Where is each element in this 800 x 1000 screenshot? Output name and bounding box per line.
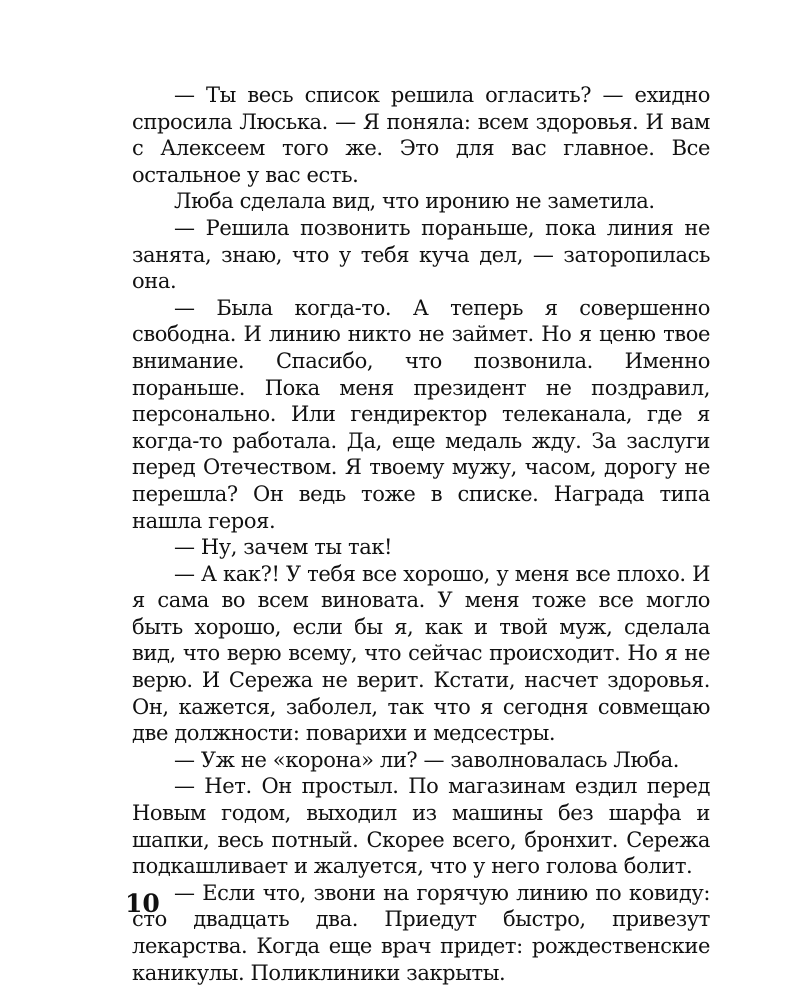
paragraph: — Уж не «корона» ли? — заволновалась Люба. <box>174 747 679 772</box>
page-body-text <box>132 82 710 986</box>
paragraph: — Ты весь список решила огласить? — ехидно спросила Люська. — Я поняла: всем здоровья. И вам с Алексеем того же. Это для вас главное. Все остальное у вас есть. <box>132 83 710 187</box>
paragraph: — Ну, зачем ты так! <box>174 535 393 560</box>
paragraph: — А как?! У тебя все хорошо, у меня все плохо. И я сама во всем виновата. У меня тоже все могло быть хорошо, если бы я, как и твой муж, сделала вид, что верю всему, что сейчас происходит. Но я не верю. И Сережа не верит. Кстати, насчет здоровья. Он, кажется, заболел, так что я сегодня совмещаю две должности: поварихи и медсестры. <box>132 561 710 746</box>
page-number: 10 <box>125 889 160 918</box>
paragraph: — Была когда-то. А теперь я совершенно свободна. И линию никто не займет. Но я ценю твое внимание. Спасибо, что позвонила. Именно пораньше. Пока меня президент не поздравил, персонально. Или гендиректор телеканала, где я когда-то работала. Да, еще медаль жду. За заслуги перед Отечеством. Я твоему мужу, часом, дорогу не перешла? Он ведь тоже в списке. Награда типа нашла героя. <box>132 295 710 533</box>
paragraph: — Нет. Он простыл. По магазинам ездил перед Новым годом, выходил из машины без шарфа и шапки, весь потный. Скорее всего, бронхит. Сережа подкашливает и жалуется, что у него голова болит. <box>132 774 710 879</box>
paragraph: Люба сделала вид, что иронию не заметила. <box>174 189 655 214</box>
paragraph: — Решила позвонить пораньше, пока линия не занята, знаю, что у тебя куча дел, — заторопилась она. <box>132 215 710 294</box>
paragraph: — Если что, звони на горячую линию по ковиду: сто двадцать два. Приедут быстро, привезут лекарства. Когда еще врач придет: рождественские каникулы. Поликлиники закрыты. <box>132 880 710 985</box>
